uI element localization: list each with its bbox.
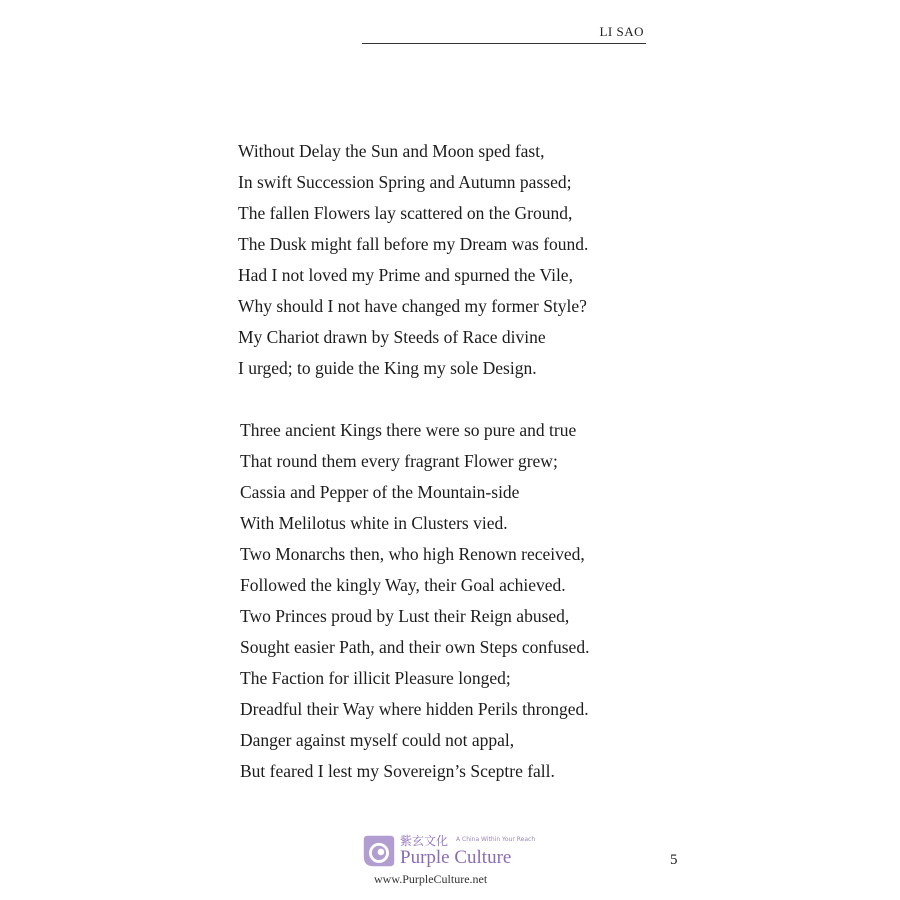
- poem-line: The Faction for illicit Pleasure longed;: [240, 668, 511, 688]
- poem-line: Without Delay the Sun and Moon sped fast,: [238, 141, 545, 161]
- poem-line: Cassia and Pepper of the Mountain-side: [240, 482, 520, 502]
- poem-line: With Melilotus white in Clusters vied.: [240, 513, 508, 533]
- poem-line: My Chariot drawn by Steeds of Race divine: [238, 327, 546, 347]
- poem-stanza-1: [238, 136, 588, 384]
- poem-line: Dreadful their Way where hidden Perils thronged.: [240, 699, 589, 719]
- watermark-cjk-name: 紫玄文化: [400, 834, 449, 848]
- poem-line: Sought easier Path, and their own Steps confused.: [240, 637, 590, 657]
- poem-line: Three ancient Kings there were so pure and true: [240, 420, 577, 440]
- poem-line: Two Princes proud by Lust their Reign abused,: [240, 606, 570, 626]
- poem-line: That round them every fragrant Flower grew;: [240, 451, 558, 471]
- watermark-brand: Purple Culture: [400, 847, 512, 868]
- poem-stanza-2: [240, 415, 589, 787]
- purple-culture-logo-icon: [360, 832, 398, 870]
- poem-line: Had I not loved my Prime and spurned the Vile,: [238, 265, 573, 285]
- poem-line: Two Monarchs then, who high Renown received,: [240, 544, 585, 564]
- poem-line: But feared I lest my Sovereign’s Sceptre fall.: [240, 761, 555, 781]
- page-number: 5: [670, 852, 678, 868]
- running-head-title: LI SAO: [599, 24, 644, 39]
- poem-line: Why should I not have changed my former Style?: [238, 296, 587, 316]
- poem-line: The Dusk might fall before my Dream was found.: [238, 234, 589, 254]
- watermark-slogan: A China Within Your Reach: [456, 836, 536, 843]
- poem-line: In swift Succession Spring and Autumn passed;: [238, 172, 572, 192]
- header-rule: [362, 43, 646, 44]
- poem-line: Followed the kingly Way, their Goal achieved.: [240, 575, 566, 595]
- poem-line: Danger against myself could not appal,: [240, 730, 515, 750]
- watermark-url: www.PurpleCulture.net: [374, 872, 488, 886]
- purple-culture-watermark: [360, 830, 550, 890]
- poem-line: The fallen Flowers lay scattered on the Ground,: [238, 203, 573, 223]
- poem-line: I urged; to guide the King my sole Design.: [238, 358, 537, 378]
